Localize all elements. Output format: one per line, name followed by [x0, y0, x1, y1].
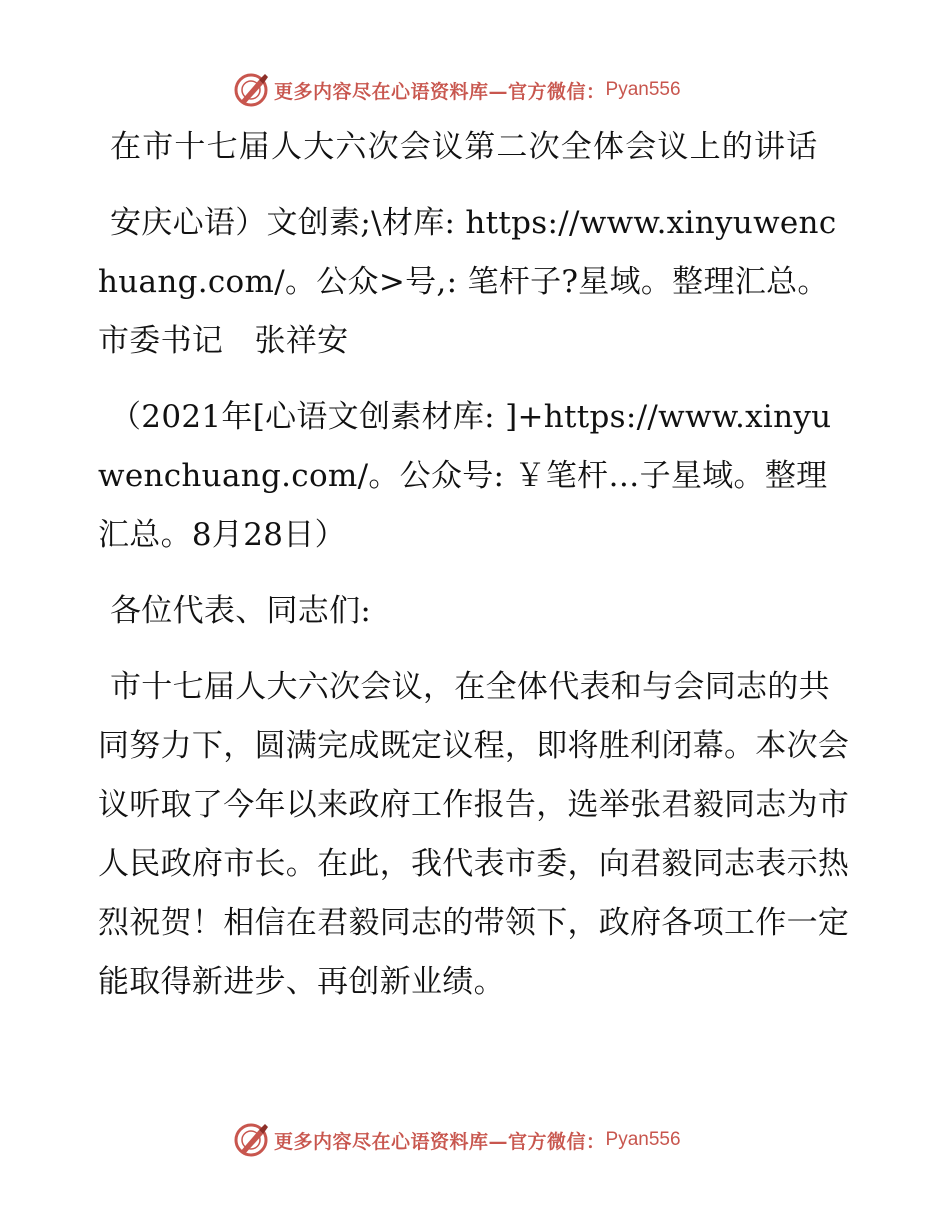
footer-banner	[232, 1120, 712, 1160]
body-paragraph: 市十七届人大六次会议，在全体代表和与会同志的共同努力下，圆满完成既定议程，即将胜利闭幕。本次会议听取了今年以来政府工作报告，选举张君毅同志为市人民政府市长。在此，我代表市委，向君毅同志表示热烈祝贺！相信在君毅同志的带领下，政府各项工作一定能取得新进步、再创新业绩。	[98, 669, 850, 1000]
document-body	[98, 118, 850, 1012]
salutation: 各位代表、同志们:	[110, 593, 372, 629]
footer-banner-text: 更多内容尽在心语资料库—官方微信：	[274, 1130, 606, 1153]
header-banner-handle: Pyan556	[605, 79, 681, 100]
document-title: 在市十七届人大六次会议第二次全体会议上的讲话	[110, 129, 819, 165]
date-line: （2021年[心语文创素材库: ]+https://www.xinyuwenchuang.com/。公众号: ￥笔杆…子星域。整理汇总。8月28日）	[98, 399, 832, 553]
byline: 安庆心语）文创素;\材库: https://www.xinyuwenchuang.com/。公众>号,: 笔杆子?星域。整理汇总。市委书记 张祥安	[98, 205, 837, 359]
pen-logo-icon	[232, 1121, 270, 1159]
pen-logo-icon	[232, 71, 270, 109]
footer-banner-handle: Pyan556	[605, 1129, 681, 1150]
header-banner-text: 更多内容尽在心语资料库—官方微信：	[274, 80, 606, 103]
header-banner	[232, 70, 712, 110]
